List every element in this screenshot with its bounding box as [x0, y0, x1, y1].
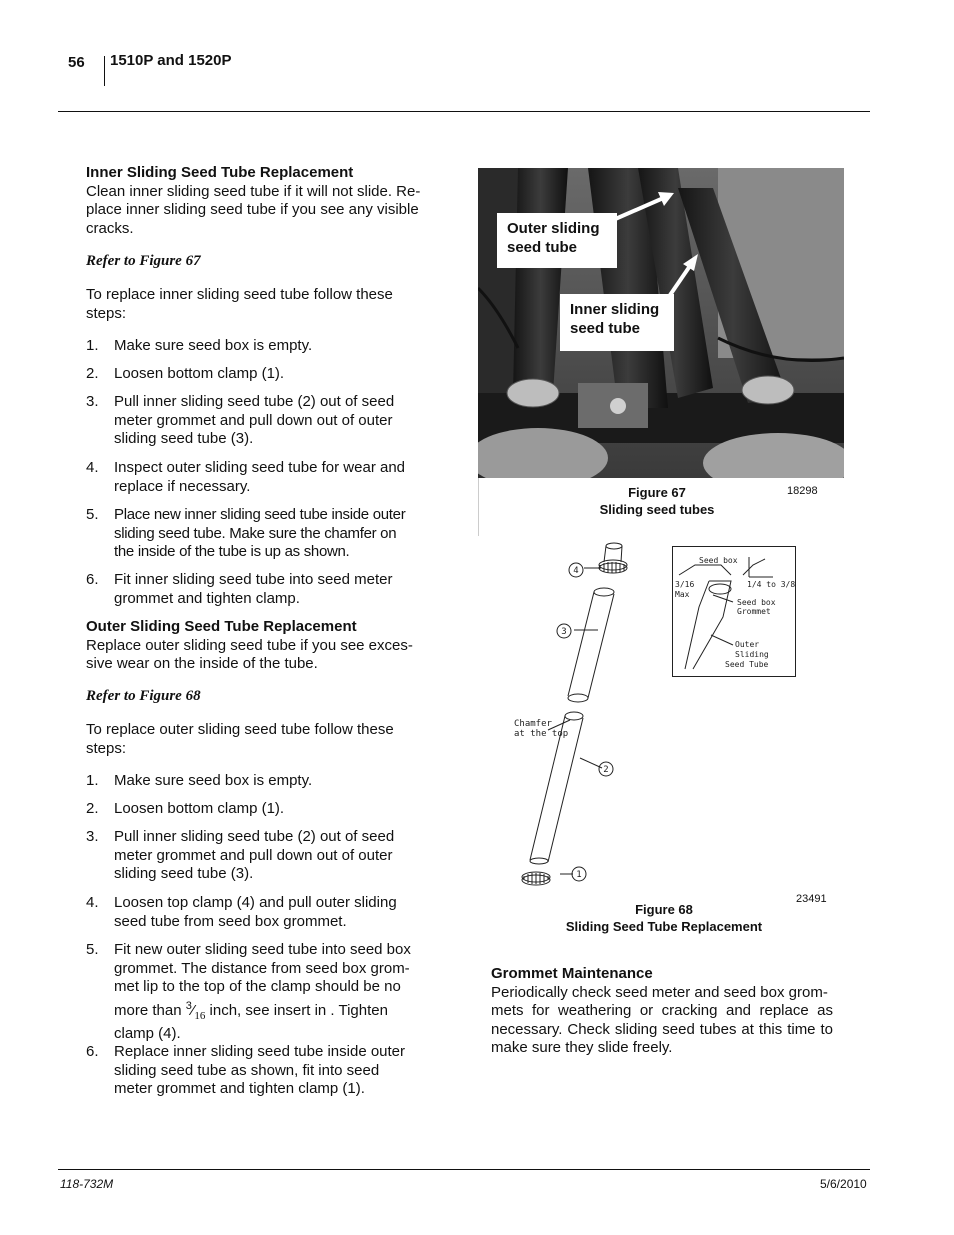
- figure-reference-67: Refer to Figure 67: [86, 253, 201, 269]
- inset-outer-line1: Outer: [735, 640, 760, 649]
- callout-inner-sliding-tube: [560, 294, 674, 351]
- step-number: 1.: [86, 772, 99, 789]
- inset-max-line2: Max: [675, 590, 690, 599]
- step-number: 6.: [86, 571, 99, 588]
- step-text: replace if necessary.: [114, 477, 251, 495]
- document-title: 1510P and 1520P: [110, 52, 232, 69]
- step-text-fraction-line: more than $^3⁄_{16}$ inch, see insert in . Tighten: [114, 999, 388, 1022]
- fraction-denominator: 16: [194, 1009, 206, 1022]
- step-number: 2.: [86, 365, 99, 382]
- step-text: Loosen top clamp (4) and pull outer sliding: [114, 894, 397, 911]
- section-outer: [86, 618, 431, 674]
- step-text: Fit new outer sliding seed tube into seed box: [114, 941, 411, 958]
- inset-range-label: 1/4 to 3/8: [747, 580, 795, 589]
- figure-68-caption: [530, 901, 798, 935]
- step-text: grommet and tighten clamp.: [114, 589, 300, 607]
- figure-title: Sliding Seed Tube Replacement: [565, 919, 763, 934]
- step-number: 4.: [86, 894, 99, 911]
- callout-text: seed tube: [570, 320, 641, 337]
- step-number: 1.: [86, 337, 99, 354]
- body-line: mets for weathering or cracking and replace as: [491, 1002, 833, 1019]
- intro-line: steps:: [86, 739, 127, 757]
- callout-text: Outer sliding: [507, 220, 600, 237]
- step-text: Pull inner sliding seed tube (2) out of seed: [114, 393, 395, 410]
- step-text: grommet. The distance from seed box grom-: [114, 959, 410, 977]
- grommet-inset: [672, 546, 796, 677]
- document-date: 5/6/2010: [820, 1177, 867, 1191]
- step-number: 5.: [86, 941, 99, 958]
- section-heading-grommet: Grommet Maintenance: [491, 965, 653, 982]
- step-number: 5.: [86, 506, 99, 523]
- figure-reference-68: Refer to Figure 68: [86, 688, 201, 704]
- step-number: 6.: [86, 1043, 99, 1060]
- step-text: sliding seed tube. Make sure the chamfer on: [114, 524, 397, 542]
- body-line: Periodically check seed meter and seed box grom-: [491, 983, 828, 1001]
- callout-outer-sliding-tube: [497, 213, 617, 268]
- body-line: Replace outer sliding seed tube if you see exces-: [86, 636, 413, 654]
- step-text: Make sure seed box is empty.: [114, 337, 313, 354]
- step-text: Replace inner sliding seed tube inside outer: [114, 1043, 406, 1060]
- step-text: meter grommet and pull down out of outer: [114, 411, 393, 429]
- step-number: 2.: [86, 800, 99, 817]
- chamfer-label-line1: Chamfer: [514, 719, 552, 729]
- inset-outer-line3: Seed Tube: [725, 660, 769, 669]
- step-text: Loosen bottom clamp (1).: [114, 365, 285, 382]
- left-column: [86, 164, 431, 238]
- step-text: Make sure seed box is empty.: [114, 772, 313, 789]
- figure-68-image-id: 23491: [796, 893, 827, 905]
- step-text: meter grommet and pull down out of outer: [114, 846, 393, 864]
- intro-line: To replace inner sliding seed tube follow these: [86, 286, 393, 303]
- section-heading-outer: Outer Sliding Seed Tube Replacement: [86, 618, 357, 635]
- figure-67-image-id: 18298: [787, 485, 818, 497]
- step-text: inch, see insert in . Tighten: [205, 1001, 388, 1019]
- callout-text: Inner sliding: [570, 301, 660, 318]
- step-text: clamp (4).: [114, 1025, 181, 1042]
- section-body-inner: [86, 183, 431, 239]
- steps-list-outer: [86, 772, 431, 1102]
- step-text: more than: [114, 1001, 186, 1019]
- steps-list-inner: [86, 337, 431, 617]
- grommet-maintenance-section: [491, 965, 833, 1058]
- inset-grommet-line2: Grommet: [737, 607, 771, 616]
- intro-outer: [86, 721, 431, 758]
- figure-number: Figure 68: [635, 902, 693, 917]
- step-text: sliding seed tube (3).: [114, 865, 254, 882]
- intro-line: steps:: [86, 304, 127, 322]
- step-text: Fit inner sliding seed tube into seed meter: [114, 571, 393, 588]
- callout-2-label: 2: [603, 765, 609, 775]
- header-rule: [58, 111, 870, 112]
- chamfer-label-line2: at the top: [514, 729, 569, 739]
- body-line: make sure they slide freely.: [491, 1039, 673, 1056]
- step-text: seed tube from seed box grommet.: [114, 912, 347, 930]
- step-text: Inspect outer sliding seed tube for wear and: [114, 459, 406, 476]
- step-text: meter grommet and tighten clamp (1).: [114, 1080, 365, 1097]
- step-text: Pull inner sliding seed tube (2) out of seed: [114, 828, 395, 845]
- fraction-numerator: 3: [185, 999, 192, 1012]
- header-divider: [104, 56, 105, 86]
- inset-outer-line2: Sliding: [735, 650, 769, 659]
- step-number: 4.: [86, 459, 99, 476]
- step-text: sliding seed tube as shown, fit into seed: [114, 1061, 380, 1079]
- step-number: 3.: [86, 393, 99, 410]
- body-line: Clean inner sliding seed tube if it will not slide. Re-: [86, 182, 421, 200]
- callout-4-label: 4: [573, 566, 579, 576]
- figure-67-caption: [560, 484, 754, 518]
- figure-title: Sliding seed tubes: [599, 502, 715, 517]
- intro-inner: [86, 286, 431, 323]
- intro-line: To replace outer sliding seed tube follow these: [86, 721, 394, 738]
- step-text: Loosen bottom clamp (1).: [114, 800, 285, 817]
- body-line: necessary. Check sliding seed tubes at this time to: [491, 1020, 833, 1038]
- inset-max-line1: 3/16: [675, 580, 695, 589]
- step-text: the inside of the tube is up as shown.: [114, 543, 350, 560]
- step-text: Place new inner sliding seed tube inside outer: [114, 506, 406, 523]
- inset-seed-box-label: Seed box: [699, 556, 738, 565]
- body-line: sive wear on the inside of the tube.: [86, 655, 318, 672]
- footer-rule: [58, 1169, 870, 1170]
- inset-grommet-line1: Seed box: [737, 598, 776, 607]
- step-text: sliding seed tube (3).: [114, 430, 254, 447]
- step-number: 3.: [86, 828, 99, 845]
- callout-3-label: 3: [561, 627, 567, 637]
- body-line: cracks.: [86, 219, 134, 237]
- step-text: met lip to the top of the clamp should be no: [114, 978, 401, 995]
- callout-1-label: 1: [576, 870, 582, 880]
- callout-text: seed tube: [507, 239, 578, 256]
- figure-border: [478, 478, 479, 536]
- inset-diagram: [673, 547, 795, 676]
- figure-number: Figure 67: [628, 485, 686, 500]
- section-heading-inner: Inner Sliding Seed Tube Replacement: [86, 164, 354, 181]
- body-line: place inner sliding seed tube if you see any visible: [86, 201, 419, 218]
- document-number: 118-732M: [60, 1177, 114, 1191]
- page-number: 56: [68, 54, 85, 71]
